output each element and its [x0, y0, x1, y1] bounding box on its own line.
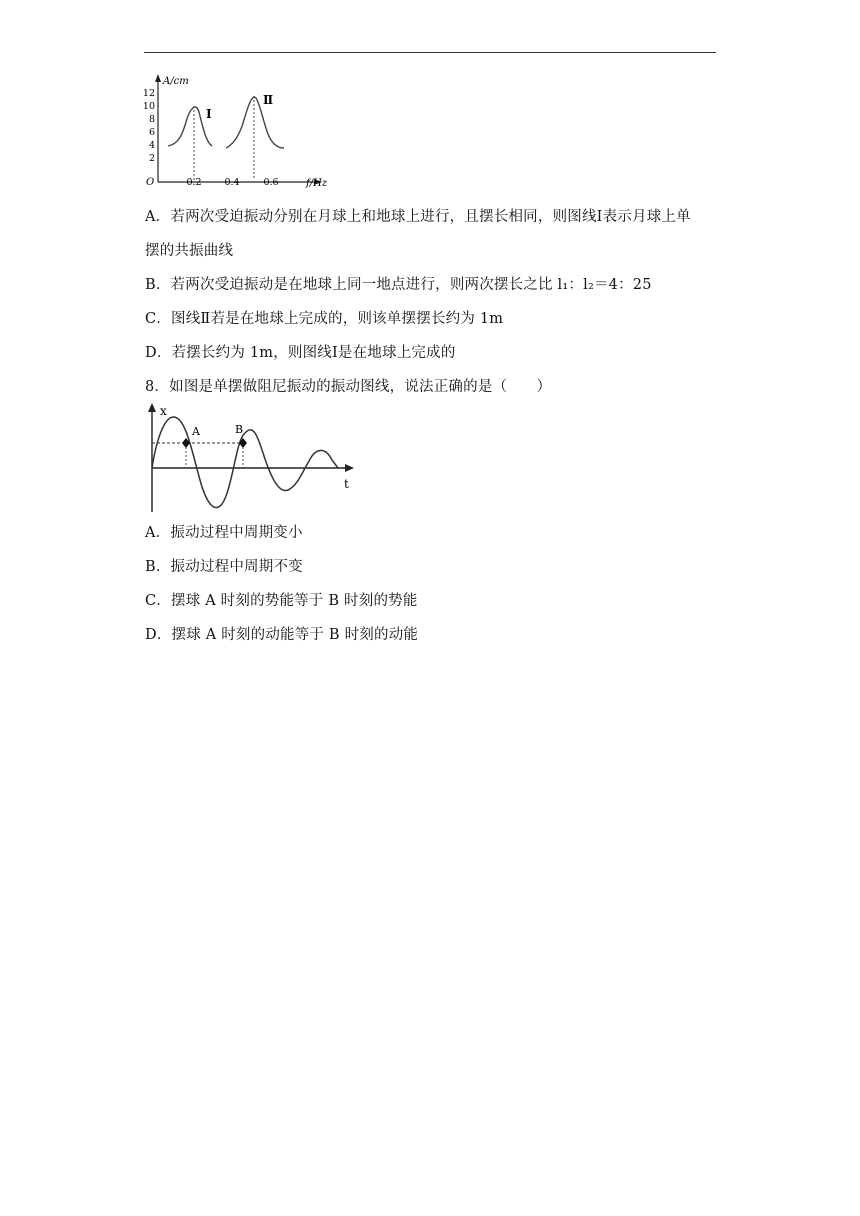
- y-tick-label: 12: [142, 88, 155, 99]
- y-tick-label: 6: [148, 127, 155, 138]
- time-axis-label: t: [344, 477, 349, 491]
- point-b-marker: [239, 438, 247, 448]
- y-tick-label: 4: [148, 140, 155, 151]
- x-axis-label: f/Hz: [306, 178, 328, 189]
- q8-option-c: C．摆球 A 时刻的势能等于 B 时刻的势能: [145, 593, 418, 609]
- q8-option-d: D．摆球 A 时刻的动能等于 B 时刻的动能: [145, 627, 419, 643]
- point-b-label: B: [235, 423, 244, 436]
- x-tick-label: 0.2: [186, 177, 202, 188]
- q8-option-a: A．振动过程中周期变小: [145, 525, 303, 541]
- resonance-curve-figure: [140, 72, 330, 194]
- y-tick-label: 8: [148, 114, 155, 125]
- q7-option-a-line1: A．若两次受迫振动分别在月球上和地球上进行，且摆长相同，则图线Ⅰ表示月球上单: [145, 209, 691, 225]
- y-ticks: [143, 88, 155, 164]
- y-tick-label: 10: [142, 101, 155, 112]
- q8-option-b: B．振动过程中周期不变: [145, 559, 303, 575]
- q7-option-c: C．图线Ⅱ若是在地球上完成的，则该单摆摆长约为 1m: [145, 311, 504, 327]
- header-rule: [144, 52, 716, 53]
- y-axis-arrow: [155, 74, 161, 82]
- resonance-curve-2: [226, 97, 284, 148]
- time-axis-arrow: [345, 464, 354, 472]
- damped-oscillation-figure: [144, 402, 364, 520]
- y-axis-label: A/cm: [163, 76, 189, 87]
- x-tick-label: 0.4: [224, 177, 240, 188]
- x-ticks: [186, 177, 278, 188]
- q7-option-d: D．若摆长约为 1m，则图线Ⅰ是在地球上完成的: [145, 345, 456, 361]
- q7-option-a-line2: 摆的共振曲线: [145, 243, 234, 259]
- origin-label: O: [146, 177, 155, 188]
- damped-oscillation-curve: [152, 417, 338, 508]
- curve-1-label: Ⅰ: [206, 107, 212, 121]
- q7-option-b: B．若两次受迫振动是在地球上同一地点进行，则两次摆长之比 l₁：l₂＝4：25: [145, 277, 652, 293]
- vertical-axis-label: x: [160, 404, 167, 418]
- vertical-axis-arrow: [148, 403, 156, 412]
- curve-2-label: Ⅱ: [263, 93, 274, 107]
- x-tick-label: 0.6: [263, 177, 279, 188]
- point-a-label: A: [192, 425, 200, 438]
- y-tick-label: 2: [148, 153, 155, 164]
- q8-stem: 8．如图是单摆做阻尼振动的振动图线，说法正确的是（ ）: [145, 379, 552, 395]
